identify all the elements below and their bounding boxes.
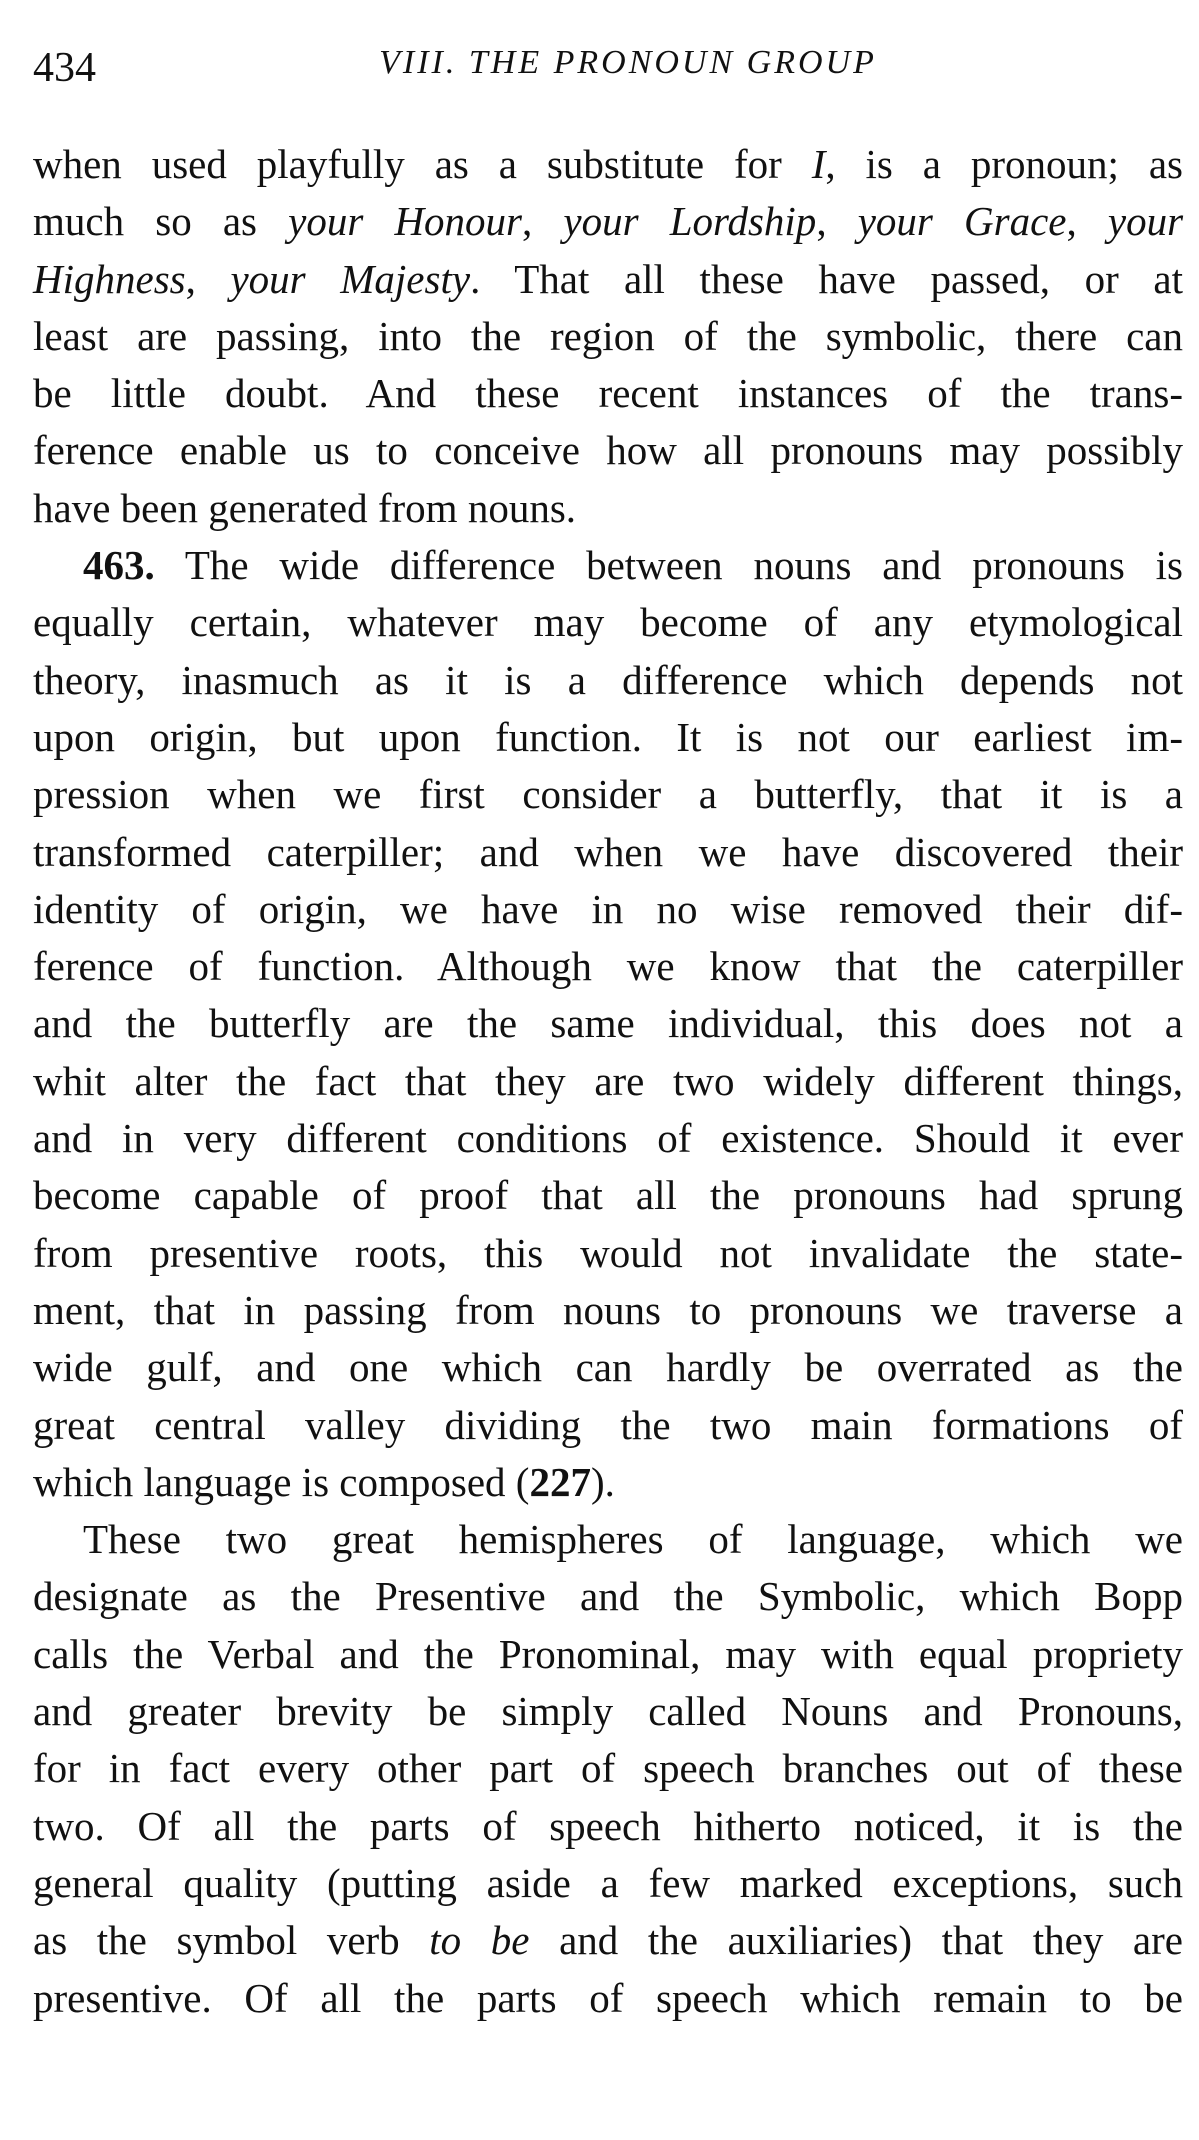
text-line	[33, 193, 1183, 250]
text-line	[33, 365, 1183, 422]
text-line	[33, 1511, 1183, 1568]
text-segment: to be	[429, 1917, 530, 1964]
text-segment: I	[811, 141, 826, 187]
text-segment: equally certain, whatever may become of any etymological	[33, 599, 1183, 646]
text-line	[33, 594, 1183, 651]
text-line	[33, 1454, 1183, 1511]
text-line	[33, 251, 1183, 308]
text-segment: identity of origin, we have in no wise removed their dif-	[33, 885, 1183, 932]
text-segment: The wide difference between nouns and pronouns is	[154, 542, 1183, 589]
text-segment: upon origin, but upon function. It is not our earliest im-	[33, 713, 1183, 760]
text-line	[33, 1740, 1183, 1797]
text-line	[33, 1282, 1183, 1339]
text-line	[33, 1339, 1183, 1396]
text-line	[33, 1912, 1183, 1969]
text-segment: two. Of all the parts of speech hitherto noticed, it is the	[33, 1802, 1183, 1849]
text-line	[33, 995, 1183, 1052]
text-line	[33, 1798, 1183, 1855]
text-line	[33, 537, 1183, 594]
text-line	[33, 652, 1183, 709]
text-line	[33, 480, 1183, 537]
page-body-text	[33, 136, 1183, 2027]
section-number: 463.	[83, 542, 155, 589]
text-segment: general quality (putting aside a few marked exceptions, such	[33, 1859, 1183, 1906]
text-line	[33, 1167, 1183, 1224]
text-segment: which language is composed (	[33, 1458, 530, 1505]
text-segment: ment, that in passing from nouns to pronouns we traverse a	[33, 1286, 1183, 1333]
text-line	[33, 709, 1183, 766]
text-line	[33, 766, 1183, 823]
text-segment: pression when we first consider a butterfly, that it is a	[33, 771, 1183, 818]
text-segment: designate as the Presentive and the Symbolic, which Bopp	[33, 1573, 1183, 1620]
text-segment: great central valley dividing the two main formations of	[33, 1401, 1183, 1448]
running-title: VIII. THE PRONOUN GROUP	[379, 44, 877, 81]
text-segment: for in fact every other part of speech branches out of these	[33, 1745, 1183, 1792]
text-line	[33, 422, 1183, 479]
text-segment: ,	[1066, 198, 1108, 245]
text-segment: and greater brevity be simply called Nouns and Pronouns,	[33, 1688, 1183, 1735]
text-segment: become capable of proof that all the pronouns had sprung	[33, 1172, 1183, 1219]
text-line	[33, 136, 1183, 193]
text-segment: and in very different conditions of existence. Should it ever	[33, 1115, 1183, 1162]
text-segment: when used playfully as a substitute for	[33, 141, 812, 187]
text-segment: least are passing, into the region of the symbolic, there can	[33, 312, 1183, 359]
text-line	[33, 1683, 1183, 1740]
text-segment: be little doubt. And these recent instances of the trans-	[33, 370, 1183, 417]
text-segment: and the butterfly are the same individual, this does not a	[33, 1000, 1183, 1047]
text-line	[33, 1568, 1183, 1625]
text-segment: These two great hemispheres of language, which we	[83, 1516, 1183, 1563]
text-segment: ,	[185, 255, 231, 302]
text-segment: theory, inasmuch as it is a difference which depends not	[33, 656, 1183, 703]
text-segment: ference enable us to conceive how all pronouns may possibly	[33, 427, 1183, 474]
text-segment: , is a pronoun; as	[825, 141, 1183, 187]
text-segment: and the auxiliaries) that they are	[529, 1917, 1183, 1964]
text-segment: your	[1107, 198, 1184, 245]
text-segment: wide gulf, and one which can hardly be overrated as the	[33, 1344, 1183, 1391]
text-segment: Highness	[33, 255, 186, 302]
text-line	[33, 1626, 1183, 1683]
text-segment: transformed caterpiller; and when we have discovered their	[33, 828, 1183, 875]
text-line	[33, 1855, 1183, 1912]
text-segment: presentive. Of all the parts of speech which remain to be	[33, 1974, 1183, 2021]
text-segment: whit alter the fact that they are two widely different things,	[33, 1057, 1183, 1104]
text-segment: from presentive roots, this would not invalidate the state-	[33, 1229, 1183, 1276]
text-segment: have been generated from nouns.	[33, 484, 577, 531]
text-segment: your Grace	[857, 198, 1067, 245]
text-segment: calls the Verbal and the Pronominal, may with equal propriety	[33, 1630, 1183, 1677]
text-segment: much so as	[33, 198, 289, 245]
text-segment: your Lordship	[563, 198, 817, 245]
text-line	[33, 1110, 1183, 1167]
section-number: 227	[529, 1458, 591, 1505]
text-line	[33, 1053, 1183, 1110]
text-segment: your Majesty	[230, 255, 471, 302]
text-line	[33, 1970, 1183, 2027]
text-segment: ,	[816, 198, 858, 245]
text-segment: as the symbol verb	[33, 1917, 430, 1964]
page-number: 434	[33, 45, 96, 91]
text-segment: ,	[522, 198, 564, 245]
text-segment: ).	[590, 1458, 615, 1505]
running-header	[33, 44, 1183, 94]
text-segment: . That all these have passed, or at	[470, 255, 1183, 302]
text-line	[33, 824, 1183, 881]
text-segment: your Honour	[288, 198, 523, 245]
text-line	[33, 1397, 1183, 1454]
text-segment: ference of function. Although we know that the caterpiller	[33, 943, 1183, 990]
text-line	[33, 881, 1183, 938]
text-line	[33, 308, 1183, 365]
text-line	[33, 938, 1183, 995]
text-line	[33, 1225, 1183, 1282]
